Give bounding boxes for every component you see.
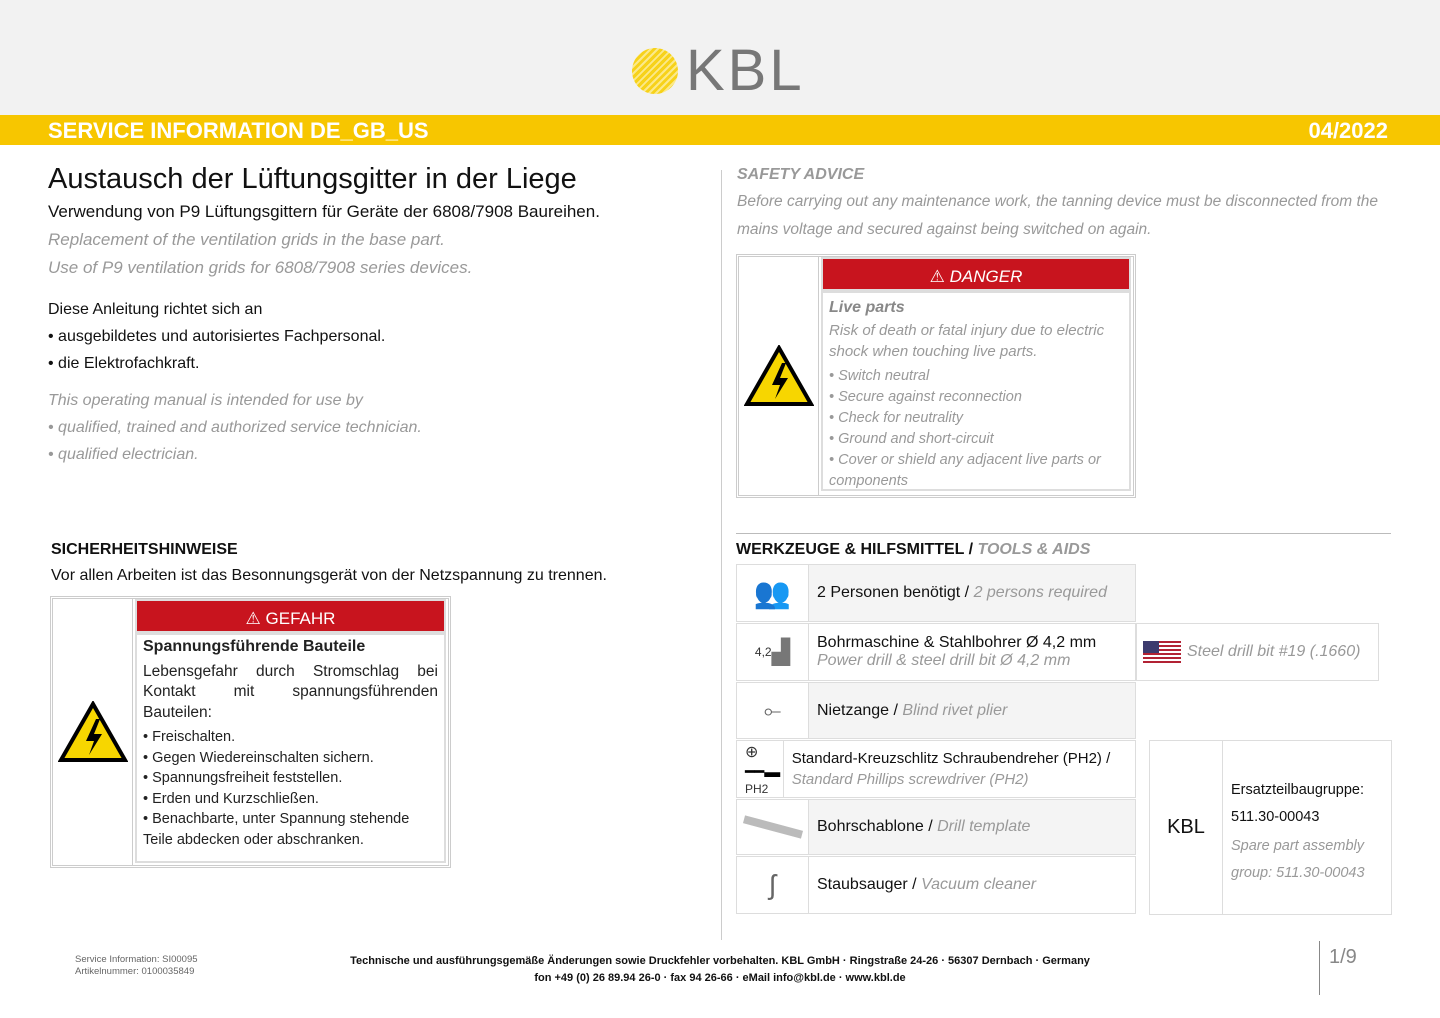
- tools-heading-de: WERKZEUGE & HILFSMITTEL /: [736, 541, 974, 558]
- tool-row-vacuum: [736, 856, 1136, 914]
- danger-label: DANGER: [949, 267, 1023, 286]
- title-en: Replacement of the ventilation grids in the base part.: [48, 230, 445, 249]
- footer-legal: [300, 953, 1140, 987]
- rivet-plier-icon: ⟜: [737, 683, 809, 738]
- safety-advice-en: [737, 166, 1387, 244]
- list-item: • Erden und Kurzschließen.: [143, 789, 438, 810]
- audience-en: This operating manual is intended for use by: [48, 392, 363, 409]
- persons-icon: 👥: [737, 565, 809, 621]
- tool-en: Vacuum cleaner: [921, 876, 1037, 893]
- electric-hazard-icon: [744, 345, 814, 407]
- list-item: • die Elektrofachkraft.: [48, 350, 708, 377]
- tool-en: Standard Phillips screwdriver (PH2): [791, 771, 1029, 788]
- document-title: SERVICE INFORMATION DE_GB_US: [48, 118, 429, 143]
- danger-risk: Lebensgefahr durch Stromschlag bei Kontakt mit spannungsführenden Bauteilen:: [143, 662, 438, 721]
- page-number: 1/9: [1329, 946, 1357, 968]
- tool-de: 2 Personen benötigt /: [817, 584, 970, 601]
- subtitle-en: Use of P9 ventilation grids for 6808/7908 series devices.: [48, 258, 473, 277]
- tools-heading-en: TOOLS & AIDS: [977, 541, 1091, 558]
- list-item: • qualified electrician.: [48, 441, 708, 468]
- warning-icon: ⚠: [929, 267, 945, 286]
- intro-section: [48, 163, 708, 468]
- sun-logo-icon: [632, 48, 678, 94]
- danger-header: [821, 257, 1131, 291]
- document-date: 04/2022: [1308, 118, 1388, 143]
- safety-text-de: Vor allen Arbeiten ist das Besonnungsgerät von der Netzspannung zu trennen.: [51, 567, 607, 584]
- danger-label: GEFAHR: [265, 609, 336, 628]
- audience-de: Diese Anleitung richtet sich an: [48, 301, 263, 318]
- drill-size-label: 4,2: [754, 645, 772, 659]
- footer-meta: [75, 954, 198, 978]
- tool-en: Blind rivet plier: [902, 701, 1008, 719]
- safety-text-en: Before carrying out any maintenance work, the tanning device must be disconnected from the mains voltage and secured against being switched on again.: [737, 193, 1379, 238]
- list-item: • Ground and short-circuit: [829, 429, 1123, 450]
- spare-label-en: Spare part assembly group: 511.30-00043: [1231, 838, 1365, 881]
- tool-de: Nietzange /: [817, 701, 898, 719]
- list-item: • qualified, trained and authorized service technician.: [48, 414, 708, 441]
- safety-heading-en: SAFETY ADVICE: [737, 166, 865, 183]
- spare-brand: KBL: [1150, 741, 1223, 914]
- list-item: • Freischalten.: [143, 727, 438, 748]
- tool-row-template: [736, 799, 1136, 855]
- list-item: • Secure against reconnection: [829, 387, 1123, 408]
- section-divider: [736, 533, 1391, 534]
- danger-risk: Risk of death or fatal injury due to electric shock when touching live parts.: [829, 322, 1105, 360]
- spare-part-box: [1149, 740, 1392, 915]
- electric-hazard-icon: [58, 701, 128, 763]
- us-note-text: Steel drill bit #19 (.1660): [1187, 643, 1361, 660]
- list-item: • Check for neutrality: [829, 408, 1123, 429]
- title-band: [0, 115, 1440, 145]
- tool-en: Power drill & steel drill bit Ø 4,2 mm: [817, 652, 1071, 669]
- screwdriver-icon: ⊕ ━━▬ PH2: [737, 741, 784, 797]
- danger-subject: Spannungsführende Bauteile: [143, 638, 366, 655]
- danger-subject: Live parts: [829, 299, 905, 316]
- logo-text: KBL: [686, 38, 805, 103]
- tool-de: Bohrschablone /: [817, 818, 933, 835]
- tool-en: Drill template: [937, 818, 1031, 835]
- us-flag-icon: [1143, 641, 1181, 663]
- danger-box-en: [736, 254, 1136, 498]
- service-info-number: Service Information: SI00095: [75, 954, 198, 965]
- list-item: • Gegen Wiedereinschalten sichern.: [143, 748, 438, 769]
- drill-icon: 4,2 ▟: [737, 624, 809, 680]
- list-item: • Cover or shield any adjacent live parts or components: [829, 450, 1123, 492]
- list-item: • Spannungsfreiheit feststellen.: [143, 768, 438, 789]
- list-item: • Benachbarte, unter Spannung stehende Teile abdecken oder abschranken.: [143, 809, 438, 850]
- footer-line-1: Technische und ausführungsgemäße Änderungen sowie Druckfehler vorbehalten. KBL GmbH · Ringstraße 24-26 · 56307 Dernbach · Germany: [350, 955, 1090, 967]
- tool-de: Bohrmaschine & Stahlbohrer Ø 4,2 mm: [817, 634, 1097, 651]
- tool-en: 2 persons required: [973, 584, 1107, 601]
- tool-row-drill: [736, 623, 1136, 681]
- tools-heading: [736, 541, 1090, 559]
- column-divider: [721, 170, 722, 940]
- tool-de: Staubsauger /: [817, 876, 917, 893]
- vacuum-cleaner-icon: ʃ: [737, 857, 809, 913]
- title-de: Austausch der Lüftungsgitter in der Liege: [48, 163, 577, 195]
- footer-divider: [1319, 941, 1320, 995]
- danger-box-de: [50, 596, 451, 868]
- list-item: • Switch neutral: [829, 366, 1123, 387]
- ph2-label: PH2: [745, 782, 769, 796]
- warning-icon: ⚠: [245, 609, 261, 628]
- spare-label-de: Ersatzteilbaugruppe:: [1231, 782, 1364, 798]
- drill-template-icon: [737, 800, 809, 854]
- tool-row-persons: [736, 564, 1136, 622]
- safety-de: [51, 541, 711, 585]
- tool-row-rivet: [736, 682, 1136, 739]
- footer-line-2: fon +49 (0) 26 89.94 26-0 · fax 94 26-66 · eMail info@kbl.de · www.kbl.de: [534, 972, 906, 984]
- us-drill-note: [1136, 623, 1379, 681]
- list-item: • ausgebildetes und autorisiertes Fachpersonal.: [48, 323, 708, 350]
- article-number: Artikelnummer: 0100035849: [75, 966, 195, 977]
- tool-de: Standard-Kreuzschlitz Schraubendreher (PH2) /: [791, 750, 1111, 767]
- safety-heading-de: SICHERHEITSHINWEISE: [51, 541, 238, 558]
- tool-row-screwdriver: [736, 740, 1136, 798]
- spare-number-de: 511.30-00043: [1231, 809, 1320, 825]
- subtitle-de: Verwendung von P9 Lüftungsgittern für Geräte der 6808/7908 Baureihen.: [48, 202, 600, 221]
- kbl-logo: [632, 38, 805, 103]
- danger-header: [135, 599, 446, 633]
